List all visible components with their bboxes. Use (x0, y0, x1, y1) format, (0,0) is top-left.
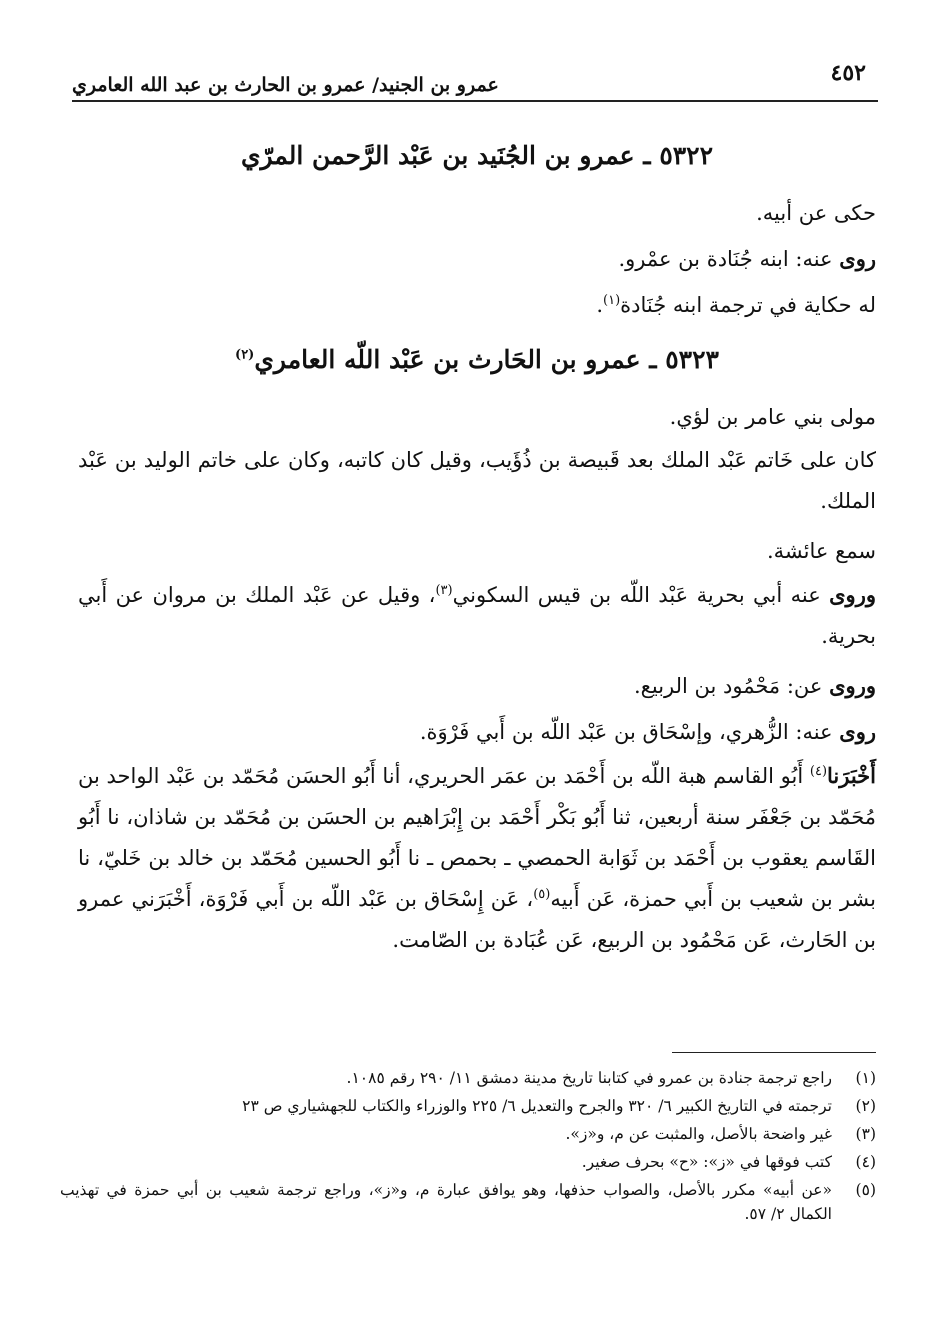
entry2-p1: مولى بني عامر بن لؤي. (669, 405, 876, 429)
footnote-ref-4: (٤) (809, 764, 828, 779)
footnote-text: غير واضحة بالأصل، والمثبت عن م، و«ز». (565, 1125, 832, 1143)
footnote-ref-3: (٣) (435, 583, 453, 598)
footnote (60, 1122, 876, 1146)
footnote-text: راجع ترجمة جنادة بن عمرو في كتابنا تاريخ مدينة دمشق ١١/ ٢٩٠ رقم ١٠٨٥. (346, 1069, 832, 1087)
footnote (60, 1094, 876, 1118)
entry2-p5-text: عن: مَحْمُود بن الربيع. (634, 674, 830, 698)
entry1-line2 (78, 236, 876, 282)
footnote-text: ترجمته في التاريخ الكبير ٦/ ٣٢٠ والجرح والتعديل ٦/ ٢٢٥ والوزراء والكتاب للجهشياري ص ٢٣ (242, 1097, 832, 1115)
riwaya-label-2: روى (839, 719, 876, 744)
entry1-line3-text: له حكاية في ترجمة ابنه جُنَادة (620, 293, 876, 317)
entry2-p4-a: عنه أبي بحرية عَبْد اللّه بن قيس السكوني (452, 583, 830, 607)
entry2-p6-text: عنه: الزُّهري، وإسْحَاق بن عَبْد اللّه بن أَبي فَرْوَة. (419, 720, 840, 744)
footnote-text: «عن أبيه» مكرر بالأصل، والصواب حذفها، وهو يوافق عبارة م، و«ز»، وراجع ترجمة شعيب بن أبي حمزة في تهذيب الكمال ٢/ ٥٧. (60, 1181, 832, 1223)
wa-riwaya-label-2: وروى (829, 673, 876, 698)
footnote-ref-5: (٥) (533, 887, 551, 902)
entry2-p5 (78, 663, 876, 709)
page-body (78, 124, 876, 961)
isnad-text-b: ، عَن إِسْحَاق بن عَبْد اللّه بن أَبي فَرْوَة، أَخْبَرَني عمرو بن الحَارث، عَن مَحْمُود بن الربيع، عَن عُبَادة بن الصّامت. (78, 887, 876, 952)
entry1-line3 (78, 282, 876, 328)
entry2-p2: كان على خَاتم عَبْد الملك بعد قَبيصة بن ذُؤَيب، وقيل كان كاتبه، وكان على خاتم الوليد بن عَبْد الملك. (78, 448, 876, 513)
footnote (60, 1178, 876, 1226)
entry-title-5323 (78, 340, 876, 380)
footnote-number: (٤) (855, 1153, 876, 1171)
footnote-number: (٥) (855, 1181, 876, 1199)
footnote-text: كتب فوقها في «ز»: «ح» بحرف صغير. (581, 1153, 832, 1171)
entry2-isnad (78, 755, 876, 961)
entry1-line1: حكى عن أبيه. (756, 201, 876, 225)
akhbarana-label: أَخْبَرَنا (827, 763, 876, 788)
page-number: ٤٥٢ (830, 60, 866, 86)
running-head: عمرو بن الجنيد/ عمرو بن الحارث بن عبد الله العامري (72, 74, 499, 96)
entry2-p3: سمع عائشة. (766, 539, 876, 563)
entry1-line3-end: . (596, 293, 604, 317)
page-header (72, 56, 878, 102)
isnad-text-a: أَبُو القاسم هبة اللّه بن أَحْمَد بن عمَر الحريري، أنا أَبُو الحسَن مُحَمّد بن عَبْد الواحد بن مُحَمّد بن جَعْفَر سنة أربعين، ثنا أَبُو بَكْر أَحْمَد بن إِبْرَاهيم بن الحسَن بن مُحَمّد بن شاذان، نا أَبُو القَاسم يعقوب بن أَحْمَد بن ثَوَابة الحمصي ـ بحمص ـ نا أَبُو الحسين مُحَمّد بن خالد بن خَليّ، نا بشر بن شعيب بن أَبي حمزة، عَن أَبيه (78, 764, 877, 911)
entry-title-5323-text: ٥٣٢٣ ـ عمرو بن الحَارث بن عَبْد اللّه العامري (254, 345, 719, 374)
wa-riwaya-label: وروى (829, 582, 876, 607)
footnote-ref-2: (٢) (235, 347, 255, 363)
footnote-separator (672, 1052, 876, 1053)
entry2-p4 (78, 574, 876, 657)
entry2-p6 (78, 709, 876, 755)
footnote-number: (٢) (855, 1097, 876, 1115)
footnote (60, 1150, 876, 1174)
footnotes (60, 1066, 876, 1230)
entry-title-5322: ٥٣٢٢ ـ عمرو بن الجُنَيد بن عَبْد الرَّحمن المرّي (240, 141, 714, 170)
footnote-number: (٣) (855, 1125, 876, 1143)
entry1-line2-text: عنه: ابنه جُنَادة بن عمْرو. (618, 247, 840, 271)
footnote (60, 1066, 876, 1090)
footnote-number: (١) (855, 1069, 876, 1087)
footnote-ref-1: (١) (603, 293, 621, 308)
riwaya-label: روى (839, 246, 876, 271)
entry2-p4-b: ، وقيل عن عَبْد الملك بن مروان عن أَبي بحرية. (78, 583, 876, 648)
